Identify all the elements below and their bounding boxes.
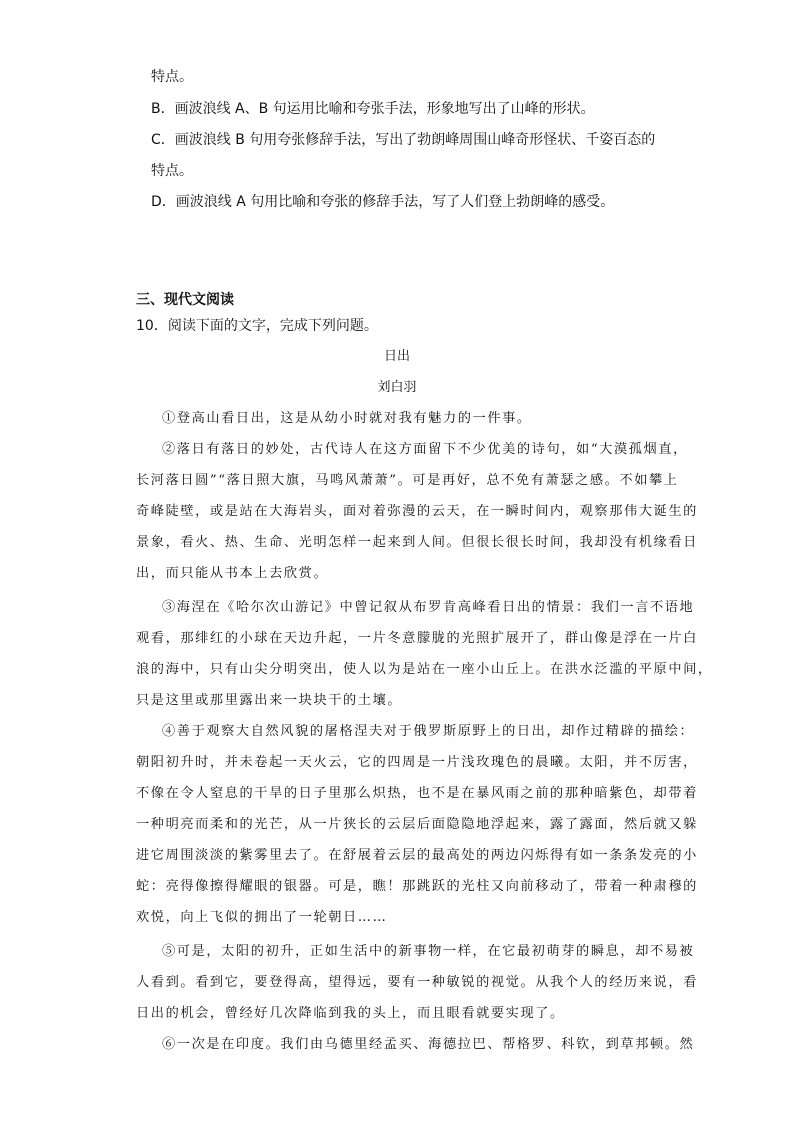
option-b: B．画波浪线 A、B 句运用比喻和夸张手法，形象地写出了山峰的形状。 [151,101,595,117]
option-a-continuation: 特点。 [151,69,193,85]
option-c: C．画波浪线 B 句用夸张修辞手法，写出了勃朗峰周围山峰奇形怪状、千姿百态的 [151,132,656,148]
paragraph-line: 日出的机会，曾经好几次降临到我的头上，而且眼看就要实现了。 [136,1006,565,1021]
option-d: D．画波浪线 A 句用比喻和夸张的修辞手法，写了人们登上勃朗峰的感受。 [151,194,615,210]
paragraph-line: 奇峰陡壁，或是站在大海岩头，面对着弥漫的云天，在一瞬时间内，观察那伟大诞生的 [136,504,698,519]
article-title: 日出 [383,349,410,364]
paragraph-line: 蛇：亮得像擦得耀眼的银器。可是，瞧！那跳跃的光柱又向前移动了，带着一种肃穆的 [136,879,698,894]
option-c-continuation: 特点。 [151,163,193,179]
section-heading: 三、现代文阅读 [136,292,234,308]
paragraph-line: 朝阳初升时，并未卷起一天火云，它的四周是一片浅玫瑰色的晨曦。太阳，并不厉害， [136,755,698,770]
paragraph-line: 景象，看火、热、生命、光明怎样一起来到人间。但很长很长时间，我却没有机缘看日 [136,535,698,550]
paragraph-line: 进它周围淡淡的紫雾里去了。在舒展着云层的最高处的两边闪烁得有如一条条发亮的小 [136,848,698,863]
paragraph-line: 人看到。看到它，要登得高，望得远，要有一种敏锐的视觉。从我个人的经历来说，看 [136,975,698,990]
question-10-prompt: 10．阅读下面的文字，完成下列问题。 [136,318,378,334]
paragraph-line: 观看，那绯红的小球在天边升起，一片冬意朦胧的光照扩展开了，群山像是浮在一片白 [136,631,698,646]
paragraph-line: ②落日有落日的妙处，古代诗人在这方面留下不少优美的诗句，如“大漠孤烟直， [162,442,688,457]
paragraph-line: ④善于观察大自然风貌的屠格涅夫对于俄罗斯原野上的日出，却作过精辟的描绘： [162,724,695,739]
paragraph-line: ③海涅在《哈尔次山游记》中曾记叙从布罗肯高峰看日出的情景：我们一言不语地 [162,600,695,615]
paragraph-line: ①登高山看日出，这是从幼小时就对我有魅力的一件事。 [162,411,532,426]
paragraph-line: 只是这里或那里露出来一块块干的土壤。 [136,693,403,708]
paragraph-line: ⑥一次是在印度。我们由乌德里经孟买、海德拉巴、帮格罗、科钦，到草邦顿。然 [162,1037,695,1052]
paragraph-line: 欢悦，向上飞似的拥出了一轮朝日…… [136,910,388,925]
paragraph-line: 出，而只能从书本上去欣赏。 [136,566,329,581]
paragraph-line: 一种明亮而柔和的光芒，从一片狭长的云层后面隐隐地浮起来，露了露面，然后就又躲 [136,817,698,832]
paragraph-line: ⑤可是，太阳的初升，正如生活中的新事物一样，在它最初萌芽的瞬息，却不易被 [162,944,695,959]
article-author: 刘白羽 [377,380,417,395]
paragraph-line: 不像在令人窒息的干旱的日子里那么炽热，也不是在暴风雨之前的那种暗紫色，却带着 [136,786,698,801]
paragraph-line: 浪的海中，只有山尖分明突出，使人以为是站在一座小山丘上。在洪水泛滥的平原中间， [136,662,713,677]
paragraph-line: 长河落日圆”“落日照大旗，马鸣风萧萧”。可是再好，总不免有萧瑟之感。不如攀上 [136,473,679,488]
